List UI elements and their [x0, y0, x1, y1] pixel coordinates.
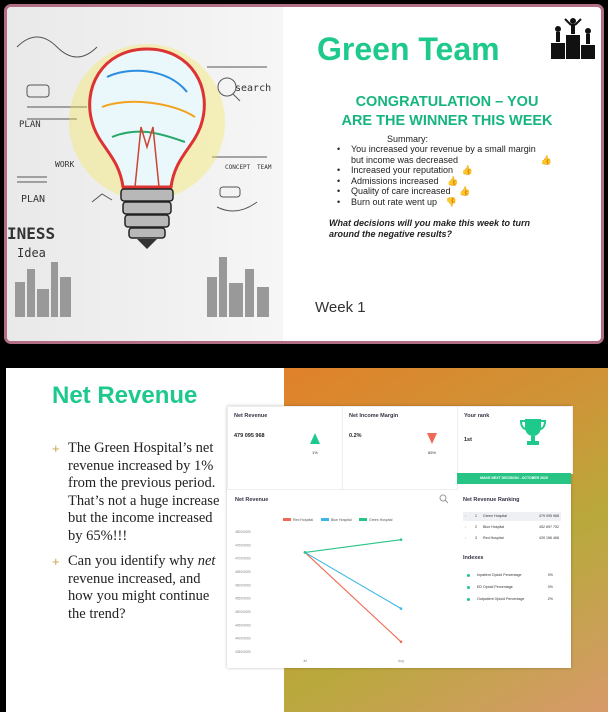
bullet-item-2	[52, 553, 227, 623]
lightbulb-illustration	[7, 7, 283, 341]
rank-value: 452 697 752	[539, 525, 559, 529]
series-line-blue-hospital	[305, 552, 401, 608]
summary-item-text: Burn out rate went up	[351, 196, 438, 207]
rank-card-value: 1st	[464, 437, 472, 443]
congrats-line-2: ARE THE WINNER THIS WEEK	[341, 113, 553, 129]
question-line-1: What decisions will you make this week to turn	[329, 218, 531, 228]
doodle-word-business: INESS	[7, 224, 56, 243]
legend-label: Red Hospital	[293, 518, 314, 522]
doodle-word-work: WORK	[55, 160, 75, 169]
bullet-text-1: The Green Hospital’s net revenue increased by 1% from the previous period. That’s not a huge increase but the income increased by 65%!!!	[68, 440, 220, 544]
rank-pos: 3	[475, 536, 477, 540]
bullet-text-2-italic: net	[197, 553, 216, 569]
decision-question	[329, 218, 569, 240]
rank-down-icon: ↓	[465, 536, 467, 540]
rank-value: 439 156 468	[539, 536, 559, 540]
ranking-row-3	[463, 534, 561, 543]
y-tick-label: 465000000	[235, 570, 251, 574]
slide-green-team[interactable]	[4, 4, 604, 344]
index-row	[463, 572, 561, 580]
make-next-decision-button[interactable]: MAKE NEXT DECISION - OCTOBER 2020	[457, 473, 571, 484]
lightbulb-sketch	[7, 7, 283, 341]
chart-title: Net Revenue	[235, 497, 269, 503]
ranking-title: Net Revenue Ranking	[463, 497, 520, 503]
zoom-icon[interactable]	[439, 494, 449, 504]
summary-item-revenue	[335, 144, 565, 165]
question-line-2: around the negative results?	[329, 229, 453, 239]
thumbs-up-icon: 👍	[447, 175, 459, 186]
net-revenue-card	[227, 406, 343, 490]
summary-item-text: Increased your reputation	[351, 165, 454, 175]
net-revenue-card-label: Net Revenue	[234, 413, 268, 419]
trophy-icon	[520, 417, 546, 447]
arrow-up-icon	[310, 433, 320, 444]
team-title: Green Team	[317, 31, 500, 67]
legend-label: Green Hospital	[369, 518, 393, 522]
y-tick-label: 480000000	[235, 530, 251, 534]
summary-item-text: You increased your revenue by a small margin	[351, 144, 536, 154]
summary-label: Summary:	[387, 134, 429, 144]
legend-swatch	[283, 518, 291, 521]
x-tick-label: Aug	[398, 659, 404, 663]
podium-winners-icon	[551, 17, 595, 59]
dashboard-screenshot	[227, 406, 571, 668]
index-value: 0%	[547, 573, 553, 577]
week-label: Week 1	[315, 299, 366, 316]
index-value: 0%	[547, 585, 553, 589]
y-tick-label: 440000000	[235, 636, 251, 641]
rank-name: Red Hospital	[483, 536, 504, 540]
y-tick-label: 476000000	[235, 543, 251, 548]
index-dot-icon	[467, 598, 470, 601]
index-name: ED Opioid Percentage	[477, 585, 513, 589]
summary-item-quality	[335, 186, 565, 197]
series-line-green-hospital	[305, 540, 401, 553]
summary-item-text-cont: but income was decreased	[351, 154, 459, 165]
data-point[interactable]	[304, 551, 307, 554]
thumbs-up-icon: 👍	[461, 165, 473, 175]
series-line-red-hospital	[305, 552, 401, 641]
legend-swatch	[321, 518, 329, 521]
thumbs-up-icon: 👍	[459, 186, 471, 196]
legend-label: Blue Hospital	[331, 518, 352, 522]
arrow-down-icon	[427, 433, 437, 444]
doodle-word-idea: Idea	[17, 246, 46, 260]
rank-down-icon: ↓	[465, 525, 467, 529]
rank-name: Blue Hospital	[483, 525, 505, 529]
bullet-text-2a: Can you identify why	[68, 553, 198, 569]
index-name: Inpatient Opioid Percentage	[477, 573, 522, 577]
summary-list	[335, 144, 565, 207]
thumbs-up-icon: 👍	[540, 154, 552, 165]
rank-up-icon: ↑	[465, 514, 467, 518]
indexes-title: Indexes	[463, 555, 484, 561]
rank-pos: 2	[475, 525, 477, 529]
y-tick-label: 455000000	[235, 596, 251, 601]
data-point[interactable]	[400, 607, 403, 610]
index-value: 2%	[547, 597, 553, 601]
y-tick-label: 435000000	[235, 650, 251, 654]
margin-change: 65%	[428, 450, 437, 455]
your-rank-card	[457, 406, 573, 474]
doodle-word-plan-2: PLAN	[21, 194, 46, 205]
summary-item-admissions	[335, 176, 565, 187]
doodle-word-plan: PLAN	[19, 120, 41, 130]
index-row	[463, 596, 561, 604]
thumbs-down-icon: 👎	[445, 196, 457, 207]
margin-card-value: 0.2%	[349, 433, 362, 439]
summary-item-text: Quality of care increased	[351, 186, 451, 196]
summary-item-reputation	[335, 165, 565, 176]
index-row	[463, 584, 561, 592]
doodle-word-search: search	[235, 83, 272, 94]
rank-card-label: Your rank	[464, 413, 490, 419]
data-point[interactable]	[400, 538, 403, 541]
net-revenue-card-value: 479 095 968	[234, 433, 265, 439]
summary-item-burnout	[335, 197, 565, 208]
rank-pos: 1	[475, 514, 477, 518]
rank-name: Green Hospital	[483, 514, 507, 518]
congratulation-heading	[307, 93, 587, 131]
data-point[interactable]	[400, 640, 403, 643]
congrats-line-1: CONGRATULATION – YOU	[355, 94, 539, 110]
y-tick-label: 470000000	[235, 556, 251, 561]
net-revenue-line-chart	[227, 510, 455, 668]
summary-item-text: Admissions increased	[351, 175, 439, 186]
index-dot-icon	[467, 574, 470, 577]
ranking-row-1	[463, 512, 561, 521]
x-tick-label: Jul	[302, 659, 308, 663]
net-revenue-title: Net Revenue	[52, 382, 198, 409]
bullet-item-1	[52, 440, 227, 545]
net-revenue-change: 1%	[312, 450, 318, 455]
bullet-text-2b: revenue increased, and how you might continue the trend?	[68, 570, 210, 622]
slide-net-revenue[interactable]	[6, 368, 608, 712]
index-dot-icon	[467, 586, 470, 589]
legend-swatch	[359, 518, 367, 521]
rank-value: 479 095 968	[539, 514, 559, 518]
doodle-word-concept: CONCEPT	[225, 164, 251, 171]
margin-card-label: Net Income Margin	[349, 413, 399, 419]
bullet-list	[52, 440, 227, 631]
ranking-row-2	[463, 523, 561, 532]
net-income-margin-card	[342, 406, 458, 490]
doodle-word-team: TEAM	[257, 164, 272, 171]
index-name: Outpatient Opioid Percentage	[477, 597, 525, 601]
y-tick-label: 450000000	[235, 610, 251, 614]
y-tick-label: 460000000	[235, 583, 251, 588]
y-tick-label: 445000000	[235, 623, 251, 628]
